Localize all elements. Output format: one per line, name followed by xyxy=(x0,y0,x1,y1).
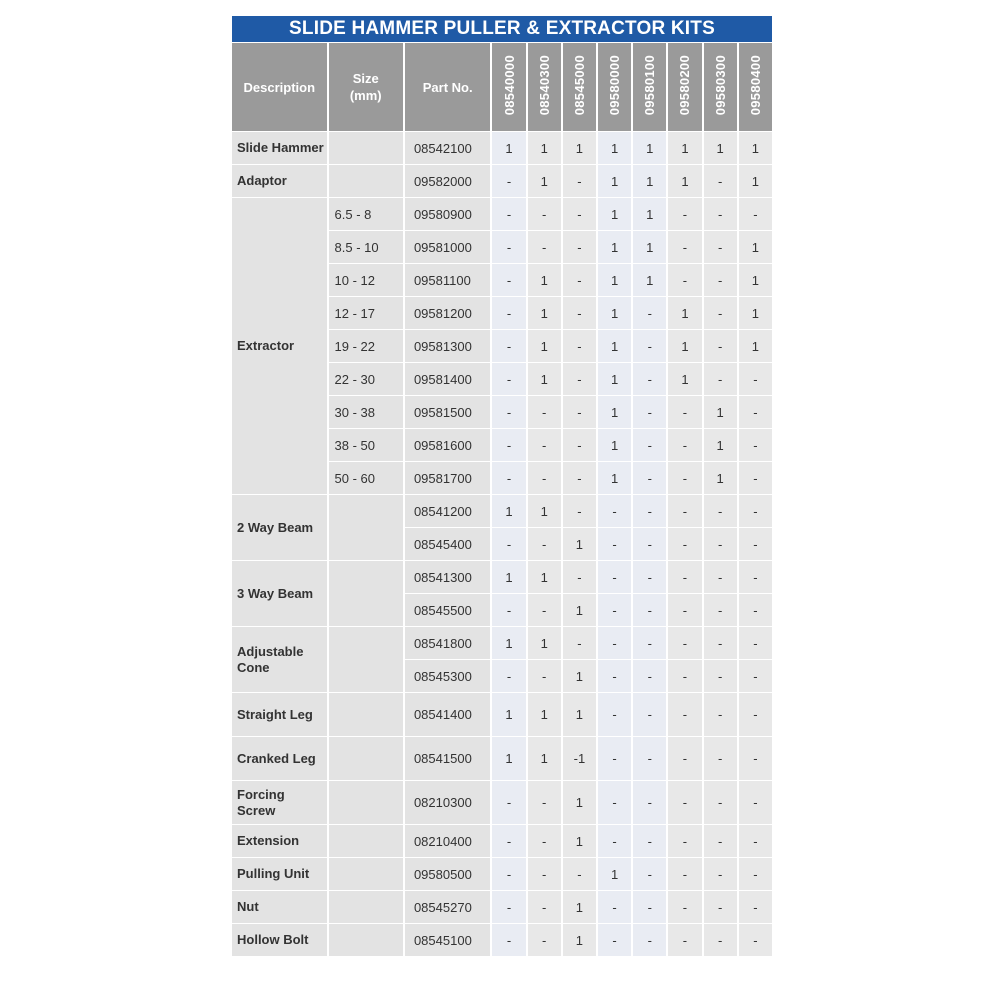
kit-header xyxy=(528,43,561,131)
kit-quantity-cell: - xyxy=(528,462,561,494)
description-cell: Adjustable Cone xyxy=(232,627,327,692)
kit-quantity-cell: 1 xyxy=(668,132,701,164)
kit-quantity-cell: - xyxy=(563,198,596,230)
kit-quantity-cell: 1 xyxy=(528,363,561,395)
kit-quantity-cell: 1 xyxy=(528,330,561,362)
kit-quantity-cell: 1 xyxy=(598,132,631,164)
kit-quantity-cell: - xyxy=(668,198,701,230)
size-cell: 38 - 50 xyxy=(329,429,403,461)
description-cell: Nut xyxy=(232,891,327,923)
kit-quantity-cell: - xyxy=(704,297,737,329)
kit-quantity-cell: - xyxy=(668,781,701,824)
size-cell xyxy=(329,858,403,890)
kit-quantity-cell: 1 xyxy=(598,198,631,230)
kit-quantity-cell: 1 xyxy=(668,330,701,362)
kit-quantity-cell: - xyxy=(598,693,631,736)
part-no-cell: 08541400 xyxy=(405,693,490,736)
kit-quantity-cell: - xyxy=(668,594,701,626)
kit-quantity-cell: 1 xyxy=(563,693,596,736)
kit-header xyxy=(633,43,666,131)
kit-quantity-cell: - xyxy=(633,693,666,736)
size-cell: 8.5 - 10 xyxy=(329,231,403,263)
part-no-cell: 08541800 xyxy=(405,627,490,659)
size-cell xyxy=(329,781,403,824)
kit-quantity-cell: - xyxy=(739,660,772,692)
kit-quantity-cell: - xyxy=(668,891,701,923)
kit-quantity-cell: 1 xyxy=(598,429,631,461)
description-cell: Straight Leg xyxy=(232,693,327,736)
kit-quantity-cell: - xyxy=(598,891,631,923)
kit-quantity-cell: 1 xyxy=(598,231,631,263)
table-row xyxy=(232,561,772,593)
kit-quantity-cell: - xyxy=(668,737,701,780)
kit-quantity-cell: - xyxy=(528,660,561,692)
kit-quantity-cell: - xyxy=(633,561,666,593)
kit-quantity-cell: 1 xyxy=(528,495,561,527)
kit-quantity-cell: - xyxy=(668,231,701,263)
kit-quantity-cell: - xyxy=(633,330,666,362)
kit-quantity-cell: 1 xyxy=(704,396,737,428)
size-cell xyxy=(329,132,403,164)
kit-quantity-cell: 1 xyxy=(598,858,631,890)
kit-quantity-cell: - xyxy=(598,528,631,560)
kit-quantity-cell: - xyxy=(492,825,525,857)
kit-quantity-cell: 1 xyxy=(563,891,596,923)
kit-quantity-cell: 1 xyxy=(739,231,772,263)
kit-quantity-cell: - xyxy=(563,165,596,197)
kits-sheet xyxy=(232,16,772,957)
kit-quantity-cell: - xyxy=(704,825,737,857)
size-cell xyxy=(329,924,403,956)
size-cell: 22 - 30 xyxy=(329,363,403,395)
kit-quantity-cell: - xyxy=(739,781,772,824)
kit-quantity-cell: - xyxy=(704,594,737,626)
kit-quantity-cell: 1 xyxy=(528,561,561,593)
kit-quantity-cell: 1 xyxy=(633,231,666,263)
kit-quantity-cell: - xyxy=(739,198,772,230)
kit-quantity-cell: - xyxy=(563,462,596,494)
table-row xyxy=(232,891,772,923)
kit-quantity-cell: - xyxy=(528,594,561,626)
kit-quantity-cell: - xyxy=(492,330,525,362)
kit-quantity-cell: - xyxy=(528,781,561,824)
description-cell: Extractor xyxy=(232,198,327,494)
kit-quantity-cell: - xyxy=(633,495,666,527)
kit-quantity-cell: - xyxy=(492,462,525,494)
kit-quantity-cell: - xyxy=(633,363,666,395)
kit-quantity-cell: - xyxy=(704,495,737,527)
kit-quantity-cell: - xyxy=(563,858,596,890)
table-row xyxy=(232,198,772,230)
part-no-cell: 08545300 xyxy=(405,660,490,692)
kit-quantity-cell: - xyxy=(739,528,772,560)
kit-quantity-cell: - xyxy=(668,495,701,527)
kit-quantity-cell: - xyxy=(739,396,772,428)
kit-quantity-cell: 1 xyxy=(492,495,525,527)
kit-quantity-cell: - xyxy=(704,737,737,780)
part-no-cell: 09580900 xyxy=(405,198,490,230)
kit-quantity-cell: 1 xyxy=(633,198,666,230)
kit-quantity-cell: - xyxy=(704,627,737,659)
kit-quantity-cell: - xyxy=(492,264,525,296)
size-cell xyxy=(329,165,403,197)
kit-quantity-cell: - xyxy=(492,858,525,890)
part-no-cell: 08541500 xyxy=(405,737,490,780)
kit-quantity-cell: - xyxy=(563,264,596,296)
kit-header-label: 09580400 xyxy=(747,55,763,116)
kit-quantity-cell: 1 xyxy=(528,737,561,780)
kit-quantity-cell: - xyxy=(633,396,666,428)
kit-quantity-cell: - xyxy=(704,660,737,692)
size-cell: 19 - 22 xyxy=(329,330,403,362)
kit-quantity-cell: - xyxy=(704,231,737,263)
kit-quantity-cell: 1 xyxy=(528,132,561,164)
kit-quantity-cell: 1 xyxy=(492,132,525,164)
kit-quantity-cell: 1 xyxy=(598,264,631,296)
kit-quantity-cell: - xyxy=(598,781,631,824)
kit-quantity-cell: - xyxy=(492,660,525,692)
kit-quantity-cell: - xyxy=(492,231,525,263)
part-no-cell: 08545100 xyxy=(405,924,490,956)
kit-header xyxy=(563,43,596,131)
kit-quantity-cell: 1 xyxy=(739,330,772,362)
kit-quantity-cell: - xyxy=(563,330,596,362)
kit-quantity-cell: 1 xyxy=(528,693,561,736)
kit-quantity-cell: - xyxy=(739,594,772,626)
kit-quantity-cell: - xyxy=(528,528,561,560)
kit-quantity-cell: - xyxy=(528,924,561,956)
size-cell xyxy=(329,891,403,923)
kit-quantity-cell: 1 xyxy=(563,781,596,824)
kit-quantity-cell: - xyxy=(633,594,666,626)
kit-quantity-cell: 1 xyxy=(563,924,596,956)
kit-quantity-cell: 1 xyxy=(528,165,561,197)
kit-quantity-cell: - xyxy=(739,627,772,659)
kit-quantity-cell: - xyxy=(598,627,631,659)
kit-quantity-cell: 1 xyxy=(739,132,772,164)
size-cell: 10 - 12 xyxy=(329,264,403,296)
kit-quantity-cell: - xyxy=(704,198,737,230)
kit-quantity-cell: - xyxy=(668,693,701,736)
kit-header xyxy=(598,43,631,131)
kit-quantity-cell: - xyxy=(563,363,596,395)
kit-quantity-cell: 1 xyxy=(563,594,596,626)
size-cell xyxy=(329,627,403,692)
kit-quantity-cell: - xyxy=(668,528,701,560)
kit-quantity-cell: - xyxy=(739,429,772,461)
kit-quantity-cell: - xyxy=(598,924,631,956)
kit-quantity-cell: - xyxy=(492,891,525,923)
size-cell: 6.5 - 8 xyxy=(329,198,403,230)
kit-quantity-cell: - xyxy=(739,495,772,527)
size-cell: 12 - 17 xyxy=(329,297,403,329)
part-no-cell: 09581400 xyxy=(405,363,490,395)
kit-quantity-cell: - xyxy=(528,198,561,230)
part-no-header: Part No. xyxy=(405,43,490,131)
kit-quantity-cell: 1 xyxy=(739,297,772,329)
part-no-cell: 08545270 xyxy=(405,891,490,923)
size-cell: 50 - 60 xyxy=(329,462,403,494)
table-row xyxy=(232,737,772,780)
description-cell: 2 Way Beam xyxy=(232,495,327,560)
kit-quantity-cell: - xyxy=(704,693,737,736)
kit-quantity-cell: - xyxy=(633,924,666,956)
kit-header-label: 08540300 xyxy=(536,55,552,116)
kit-quantity-cell: - xyxy=(633,429,666,461)
kit-quantity-cell: 1 xyxy=(492,737,525,780)
kit-quantity-cell: - xyxy=(739,825,772,857)
kit-quantity-cell: - xyxy=(739,363,772,395)
kit-header-label: 08545000 xyxy=(571,55,587,116)
kit-quantity-cell: - xyxy=(704,165,737,197)
table-body xyxy=(232,132,772,956)
table-row xyxy=(232,825,772,857)
kit-quantity-cell: - xyxy=(668,627,701,659)
kit-quantity-cell: - xyxy=(704,891,737,923)
kit-quantity-cell: - xyxy=(739,891,772,923)
kit-quantity-cell: - xyxy=(633,891,666,923)
kit-quantity-cell: - xyxy=(739,737,772,780)
part-no-cell: 08541200 xyxy=(405,495,490,527)
size-header xyxy=(329,43,403,131)
kit-quantity-cell: 1 xyxy=(739,165,772,197)
kit-quantity-cell: - xyxy=(492,528,525,560)
kit-quantity-cell: 1 xyxy=(598,330,631,362)
kit-quantity-cell: 1 xyxy=(668,363,701,395)
kit-quantity-cell: 1 xyxy=(704,132,737,164)
kit-quantity-cell: - xyxy=(668,561,701,593)
kit-quantity-cell: 1 xyxy=(528,627,561,659)
description-cell: 3 Way Beam xyxy=(232,561,327,626)
description-cell: Hollow Bolt xyxy=(232,924,327,956)
table-title: SLIDE HAMMER PULLER & EXTRACTOR KITS xyxy=(232,16,772,42)
kit-quantity-cell: 1 xyxy=(633,264,666,296)
description-cell: Pulling Unit xyxy=(232,858,327,890)
kit-header xyxy=(739,43,772,131)
kit-quantity-cell: 1 xyxy=(633,132,666,164)
kit-quantity-cell: - xyxy=(704,528,737,560)
kit-quantity-cell: - xyxy=(704,858,737,890)
kit-quantity-cell: 1 xyxy=(492,561,525,593)
kit-quantity-cell: - xyxy=(739,462,772,494)
kit-quantity-cell: - xyxy=(739,858,772,890)
part-no-cell: 08210300 xyxy=(405,781,490,824)
kit-quantity-cell: 1 xyxy=(598,297,631,329)
kit-quantity-cell: 1 xyxy=(563,132,596,164)
table-row xyxy=(232,495,772,527)
kit-quantity-cell: - xyxy=(633,858,666,890)
kit-header xyxy=(704,43,737,131)
kit-header-label: 08540000 xyxy=(501,55,517,116)
description-cell: Adaptor xyxy=(232,165,327,197)
kit-quantity-cell: - xyxy=(633,528,666,560)
kit-header-label: 09580200 xyxy=(677,55,693,116)
kit-quantity-cell: - xyxy=(528,825,561,857)
kit-quantity-cell: - xyxy=(563,627,596,659)
kit-quantity-cell: - xyxy=(633,660,666,692)
kit-quantity-cell: 1 xyxy=(598,363,631,395)
kit-quantity-cell: -1 xyxy=(563,737,596,780)
part-no-cell: 09581000 xyxy=(405,231,490,263)
table-row xyxy=(232,858,772,890)
kit-quantity-cell: - xyxy=(492,396,525,428)
kit-quantity-cell: 1 xyxy=(492,627,525,659)
kit-quantity-cell: - xyxy=(668,264,701,296)
kit-quantity-cell: - xyxy=(668,396,701,428)
kit-quantity-cell: 1 xyxy=(563,660,596,692)
kit-quantity-cell: - xyxy=(704,264,737,296)
part-no-cell: 09581200 xyxy=(405,297,490,329)
kit-header xyxy=(668,43,701,131)
kit-quantity-cell: 1 xyxy=(704,462,737,494)
size-cell xyxy=(329,737,403,780)
header-row xyxy=(232,43,772,131)
kit-quantity-cell: - xyxy=(563,231,596,263)
kit-quantity-cell: - xyxy=(563,429,596,461)
description-cell: Cranked Leg xyxy=(232,737,327,780)
kit-quantity-cell: 1 xyxy=(598,165,631,197)
kit-quantity-cell: 1 xyxy=(492,693,525,736)
part-no-cell: 09581500 xyxy=(405,396,490,428)
kit-quantity-cell: - xyxy=(633,462,666,494)
kit-quantity-cell: - xyxy=(563,297,596,329)
kit-quantity-cell: - xyxy=(492,198,525,230)
part-no-cell: 08210400 xyxy=(405,825,490,857)
kit-quantity-cell: - xyxy=(492,297,525,329)
part-no-cell: 08545400 xyxy=(405,528,490,560)
kit-quantity-cell: 1 xyxy=(563,528,596,560)
kit-quantity-cell: - xyxy=(528,891,561,923)
kit-quantity-cell: - xyxy=(492,781,525,824)
kit-quantity-cell: 1 xyxy=(668,297,701,329)
part-no-cell: 09581100 xyxy=(405,264,490,296)
size-cell xyxy=(329,495,403,560)
kit-quantity-cell: 1 xyxy=(633,165,666,197)
part-no-cell: 09581300 xyxy=(405,330,490,362)
kit-quantity-cell: - xyxy=(668,462,701,494)
kit-quantity-cell: - xyxy=(704,330,737,362)
kit-header-label: 09580300 xyxy=(712,55,728,116)
description-cell: Extension xyxy=(232,825,327,857)
kit-quantity-cell: 1 xyxy=(704,429,737,461)
kit-quantity-cell: - xyxy=(492,429,525,461)
kit-quantity-cell: - xyxy=(704,561,737,593)
kit-quantity-cell: - xyxy=(668,858,701,890)
kit-quantity-cell: - xyxy=(598,594,631,626)
part-no-cell: 09581600 xyxy=(405,429,490,461)
kit-quantity-cell: - xyxy=(492,165,525,197)
kit-quantity-cell: - xyxy=(668,825,701,857)
kit-quantity-cell: - xyxy=(528,396,561,428)
kit-quantity-cell: - xyxy=(598,561,631,593)
kit-quantity-cell: - xyxy=(598,660,631,692)
kit-quantity-cell: - xyxy=(633,627,666,659)
kit-quantity-cell: - xyxy=(704,781,737,824)
kit-quantity-cell: 1 xyxy=(563,825,596,857)
kit-quantity-cell: - xyxy=(492,363,525,395)
kit-quantity-cell: - xyxy=(528,231,561,263)
kit-quantity-cell: - xyxy=(668,660,701,692)
kit-quantity-cell: - xyxy=(739,693,772,736)
kit-quantity-cell: - xyxy=(633,825,666,857)
part-no-cell: 09580500 xyxy=(405,858,490,890)
table-row xyxy=(232,627,772,659)
kit-quantity-cell: - xyxy=(492,594,525,626)
kit-quantity-cell: 1 xyxy=(598,396,631,428)
kit-quantity-cell: - xyxy=(528,429,561,461)
kit-header-label: 09580000 xyxy=(607,55,623,116)
kit-quantity-cell: - xyxy=(492,924,525,956)
kit-quantity-cell: 1 xyxy=(739,264,772,296)
size-cell xyxy=(329,825,403,857)
part-no-cell: 08545500 xyxy=(405,594,490,626)
kit-header xyxy=(492,43,525,131)
kit-quantity-cell: - xyxy=(598,825,631,857)
kit-quantity-cell: - xyxy=(668,429,701,461)
description-header: Description xyxy=(232,43,327,131)
part-no-cell: 08542100 xyxy=(405,132,490,164)
kit-quantity-cell: 1 xyxy=(528,297,561,329)
kit-quantity-cell: - xyxy=(739,924,772,956)
part-no-cell: 09581700 xyxy=(405,462,490,494)
description-cell: Slide Hammer xyxy=(232,132,327,164)
part-no-cell: 08541300 xyxy=(405,561,490,593)
kit-quantity-cell: - xyxy=(598,495,631,527)
kit-quantity-cell: - xyxy=(739,561,772,593)
kit-quantity-cell: 1 xyxy=(598,462,631,494)
kit-quantity-cell: - xyxy=(633,781,666,824)
kit-quantity-cell: - xyxy=(704,363,737,395)
table-row xyxy=(232,693,772,736)
table-row xyxy=(232,165,772,197)
kit-header-label: 09580100 xyxy=(642,55,658,116)
kit-quantity-cell: 1 xyxy=(668,165,701,197)
kit-quantity-cell: - xyxy=(598,737,631,780)
table-row xyxy=(232,924,772,956)
size-cell xyxy=(329,561,403,626)
kit-quantity-cell: - xyxy=(528,858,561,890)
size-header-label: Size (mm) xyxy=(349,71,382,103)
part-no-cell: 09582000 xyxy=(405,165,490,197)
kit-quantity-cell: - xyxy=(633,297,666,329)
kit-quantity-cell: - xyxy=(563,495,596,527)
kit-quantity-cell: - xyxy=(563,396,596,428)
kit-quantity-cell: - xyxy=(633,737,666,780)
kit-quantity-cell: - xyxy=(704,924,737,956)
kit-table xyxy=(230,42,774,957)
table-row xyxy=(232,132,772,164)
kit-quantity-cell: - xyxy=(668,924,701,956)
description-cell: Forcing Screw xyxy=(232,781,327,824)
kit-quantity-cell: - xyxy=(563,561,596,593)
table-row xyxy=(232,781,772,824)
size-cell: 30 - 38 xyxy=(329,396,403,428)
kit-quantity-cell: 1 xyxy=(528,264,561,296)
size-cell xyxy=(329,693,403,736)
